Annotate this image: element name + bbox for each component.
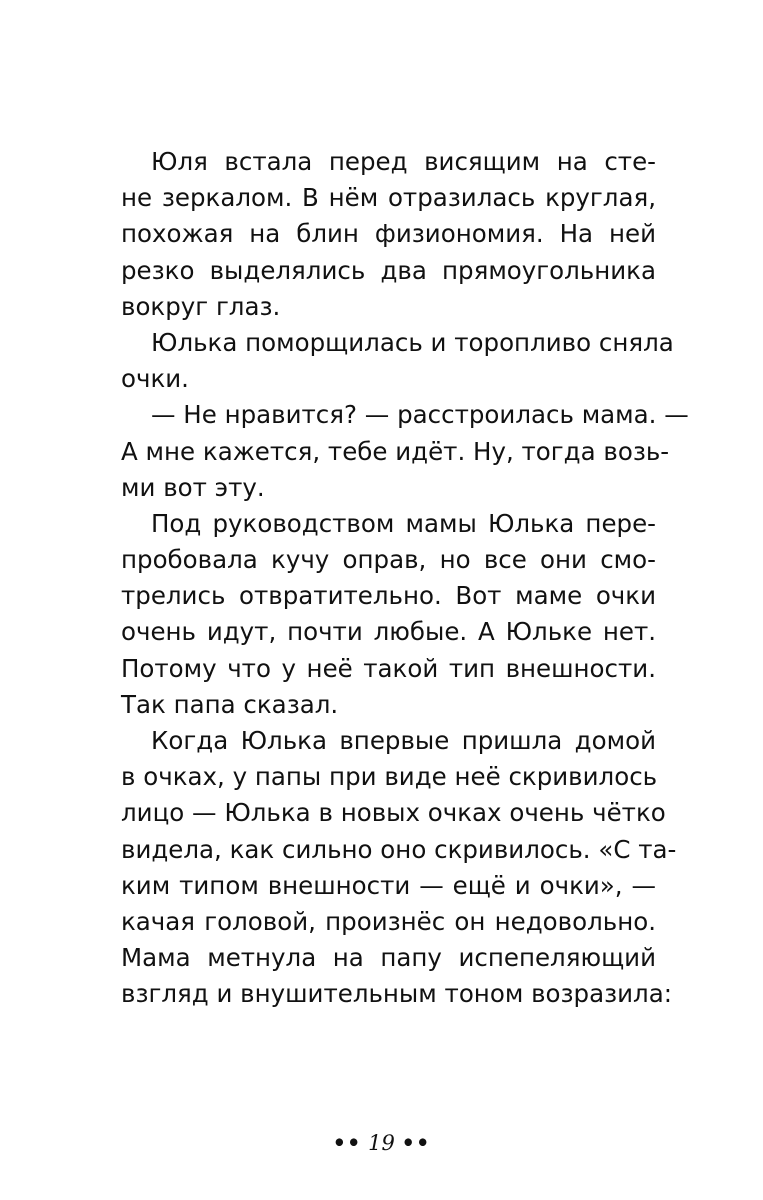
text-line: взгляд и внушительным тоном возразила: [121, 979, 672, 1009]
text-line: Так папа сказал. [121, 689, 339, 719]
text-line: качая головой, произнёс он недовольно. [121, 906, 656, 936]
text-line: очень идут, почти любые. А Юльке нет. [121, 617, 656, 647]
text-line: Под руководством мамы Юлька пере- [151, 508, 656, 538]
text-line: похожая на блин физиономия. На ней [121, 219, 656, 249]
text-line: Когда Юлька впервые пришла домой [151, 726, 656, 755]
page-number [0, 1130, 763, 1155]
page-number-value: 19 [368, 1131, 395, 1155]
folio-ornament-left: •• [332, 1130, 362, 1155]
text-line: резко выделялись два прямоугольника [121, 255, 656, 285]
text-line: пробовала кучу оправ, но все они смо- [121, 545, 656, 575]
body-text [121, 144, 689, 1013]
text-line: очки. [121, 364, 189, 394]
text-line: лицо — Юлька в новых очках очень чётко [121, 798, 666, 828]
text-line: ми вот эту. [121, 472, 265, 502]
text-line: Мама метнула на папу испепеляющий [121, 943, 656, 973]
text-line: Потому что у неё такой тип внешности. [121, 653, 656, 683]
text-line: Юля встала перед висящим на сте- [151, 147, 656, 176]
text-line: Юлька поморщилась и торопливо сняла [151, 327, 674, 357]
text-line: в очках, у папы при виде неё скривилось [121, 762, 658, 792]
text-line: видела, как сильно оно скривилось. «С та- [121, 834, 677, 864]
text-line: не зеркалом. В нём отразилась круглая, [121, 183, 656, 213]
text-line: трелись отвратительно. Вот маме очки [121, 581, 656, 611]
text-line: вокруг глаз. [121, 291, 281, 321]
text-line: А мне кажется, тебе идёт. Ну, тогда возь- [121, 436, 670, 466]
folio-ornament-right: •• [401, 1130, 431, 1155]
text-line: — Не нравится? — расстроилась мама. — [151, 400, 689, 430]
text-line: ким типом внешности — ещё и очки», — [121, 870, 656, 900]
